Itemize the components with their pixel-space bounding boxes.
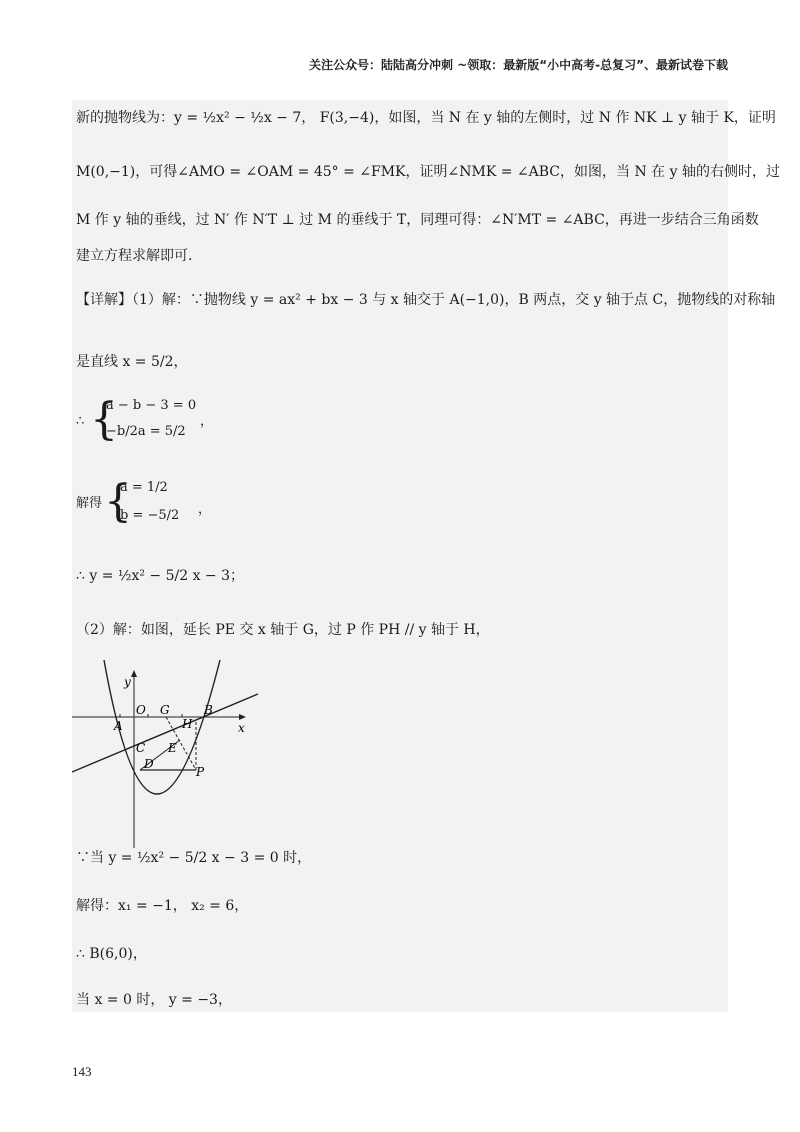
y-arrow-icon [131, 670, 137, 677]
equation: a = 1/2 [120, 480, 168, 495]
text-line: M 作 y 轴的垂线，过 N′ 作 N′T ⊥ 过 M 的垂线于 T，同理可得：∠N′MT = ∠ABC，再进一步结合三角函数 [76, 212, 759, 228]
text-line: 解得：x₁ = −1， x₂ = 6， [76, 898, 249, 914]
label-p: P [196, 765, 205, 779]
text-line: ∴ B(6,0)， [76, 946, 147, 962]
equation-system-2 [76, 478, 276, 538]
text-line: ∵当 y = ½x² − 5/2 x − 3 = 0 时， [76, 850, 312, 866]
text-line: 【详解】（1）解：∵抛物线 y = ax² + bx − 3 与 x 轴交于 A(−1,0)，B 两点，交 y 轴于点 C，抛物线的对称轴 [76, 292, 776, 308]
text-line: M(0,−1)，可得∠AMO = ∠OAM = 45° = ∠FMK，证明∠NMK = ∠ABC，如图，当 N 在 y 轴的右侧时，过 [76, 164, 780, 180]
text-line: （2）解：如图，延长 PE 交 x 轴于 G，过 P 作 PH // y 轴于 H， [76, 622, 490, 638]
equation: a − b − 3 = 0 [106, 398, 197, 413]
page-number: 143 [72, 1064, 92, 1079]
label-c: C [136, 741, 146, 755]
equation: −b/2a = 5/2 [106, 424, 186, 439]
text-line: ∴ y = ½x² − 5/2 x − 3； [76, 568, 245, 584]
therefore-symbol: ∴ [76, 414, 85, 429]
text-line: 是直线 x = 5/2， [76, 354, 188, 370]
text-line: 新的抛物线为：y = ½x² − ½x − 7， F(3,−4)，如图，当 N 在 y 轴的左侧时，过 N 作 NK ⊥ y 轴于 K，证明 [76, 110, 776, 126]
parabola-figure [72, 660, 262, 850]
solve-label: 解得 [76, 496, 103, 511]
text-line: 当 x = 0 时， y = −3， [76, 992, 232, 1008]
solution-content [72, 100, 780, 1012]
equation-system-1 [76, 394, 276, 458]
punctuation: ， [200, 414, 214, 429]
label-x: x [238, 721, 245, 735]
label-b: B [204, 703, 213, 717]
equation: b = −5/2 [120, 508, 180, 523]
text-line: 建立方程求解即可. [76, 248, 193, 264]
label-d: D [144, 757, 154, 771]
punctuation: ， [198, 502, 212, 517]
x-arrow-icon [239, 714, 246, 720]
label-a: A [114, 719, 123, 733]
label-g: G [160, 703, 170, 717]
brace-icon: { [90, 394, 118, 445]
label-h: H [182, 717, 193, 731]
brace-icon: { [104, 476, 132, 527]
page-header: 关注公众号：陆陆高分冲刺 ~领取：最新版“小中高考-总复习”、最新试卷下载 [309, 58, 728, 72]
label-y: y [124, 675, 131, 689]
label-e: E [168, 741, 177, 755]
label-o: O [136, 703, 146, 717]
